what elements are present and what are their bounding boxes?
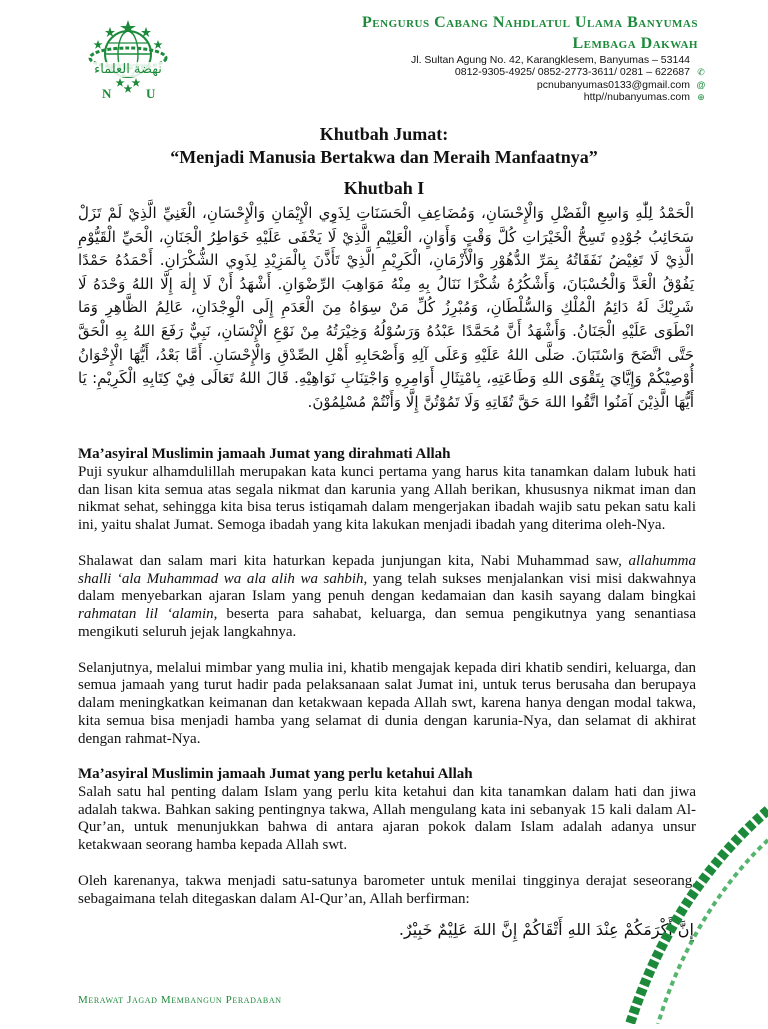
section-2-paragraph-1: Salah satu hal penting dalam Islam yang perlu kita ketahui dan kita tanamkan dalam hati dan jiwa adalah takwa. Bahkan saking pentingnya takwa, Allah mengulang kata ini sebanyak 15 kali dalam Al-Qur’an, untuk menunjukkan bahwa di antara ajaran pokok dalam Islam adalah adanya unsur ketakwaan seorang hamba kepada Allah swt. <box>78 783 696 854</box>
organization-header <box>258 14 698 53</box>
org-name: Pengurus Cabang Nahdlatul Ulama Banyumas <box>362 14 698 31</box>
sermon-title: “Menjadi Manusia Bertakwa dan Meraih Manfaatnya” <box>170 147 598 167</box>
para2-italic-b: allahumma shalli ‘ala Muhammad wa ala alih wa sahbih, <box>78 552 696 587</box>
section-1-paragraph-3: Selanjutnya, melalui mimbar yang mulia ini, khatib mengajak kepada diri khatib sendiri, keluarga, dan semua jamaah yang turut hadir pada pelaksanaan salat Jumat ini, untuk terus berusaha dan berupaya dalam meningkatkan keimanan dan ketakwaan kepada Allah swt, karena hanya dengan modal takwa, kita semua bisa menjadi hamba yang selamat di dunia dengan karunia-Nya, dan selamat di akhirat dengan rahmat-Nya. <box>78 659 696 747</box>
website-link[interactable]: http//nubanyumas.com <box>583 91 690 104</box>
sermon-label: Khutbah Jumat: <box>319 124 449 144</box>
email-link[interactable]: pcnubanyumas0133@gmail.com <box>536 78 690 91</box>
footer-motto: Merawat Jagad Membangun Peradaban <box>78 994 282 1006</box>
globe-icon: ⊕ <box>697 92 705 103</box>
para2-text-a: Shalawat dan salam mari kita haturkan kepada junjungan kita, Nabi Muhammad saw, <box>78 552 629 569</box>
address-text: Jl. Sultan Agung No. 42, Karangklesem, Banyumas – 53144 <box>410 54 690 66</box>
section-1-heading: Ma’asyiral Muslimin jamaah Jumat yang dirahmati Allah <box>78 446 451 462</box>
logo-letter-n: N <box>102 86 112 101</box>
address-line <box>411 54 706 66</box>
section-2-paragraph-2: Oleh karenanya, takwa menjadi satu-satunya barometer untuk menilai tingginya derajat seseorang, sebagaimana telah ditegaskan dalam Al-Qur’an, Allah berfirman: <box>78 872 696 907</box>
section-1 <box>78 446 696 749</box>
email-line <box>411 79 706 91</box>
contact-block <box>411 54 706 104</box>
email-icon: @ <box>696 79 706 90</box>
sermon-part: Khutbah I <box>343 178 425 198</box>
para2-text-e: , beserta para sahabat, keluarga, dan semua pengikutnya yang senantiasa mengikuti seluruh jejak langkahnya. <box>78 606 696 640</box>
phone-icon: ✆ <box>697 67 705 78</box>
quran-verse: إِنَّ أَكْرَمَكُمْ عِنْدَ اللهِ أَتْقَاكُمْ إِنَّ اللهَ عَلِيْمٌ خَبِيْرٌ. <box>398 920 694 939</box>
org-division: Lembaga Dakwah <box>572 35 698 52</box>
section-1-paragraph-1: Puji syukur alhamdulillah merupakan kata kunci pertama yang harus kita tanamkan dalam lubuk hati dan lisan kita semua atas segala nikmat dan karunia yang Allah berikan, khususnya nikmat iman dan nikmat sehat, sehingga kita bisa terus istiqamah dalam mengerjakan ibadah wajib satu pekan satu kali ini, yaitu shalat Jumat. Semoga ibadah yang kita lakukan menjadi ibadah yang diterima oleh-Nya. <box>78 463 696 534</box>
website-line <box>411 91 706 103</box>
logo-letter-u: U <box>146 86 156 101</box>
phone-text: 0812-9305-4925/ 0852-2773-3611/ 0281 – 622687 <box>454 66 690 79</box>
section-2-heading: Ma’asyiral Muslimin jamaah Jumat yang perlu ketahui Allah <box>78 766 473 782</box>
phone-line <box>411 66 706 78</box>
logo-arabic-text: نهضة العلماء <box>66 62 190 77</box>
section-1-paragraph-2 <box>78 553 696 642</box>
para2-italic-d: rahmatan lil ‘alamin <box>78 606 214 623</box>
sermon-title-block <box>0 124 768 199</box>
decorative-rope <box>570 800 768 1024</box>
arabic-opening-text: الْحَمْدُ لِلّٰهِ وَاسِعِ الْفَضْلِ وَالْإِحْسَانِ، وَمُضَاعِفِ الْحَسَنَاتِ لِذَوِي الْإِيْمَانِ وَالْإِحْسَانِ، الْغَنِيِّ الَّذِيْ لَمْ تَزَلْ سَحَائِبُ جُوْدِهِ تَسِحُّ الْخَيْرَاتِ كُلَّ وَقْتٍ وَأَوَانٍ، الْعَلِيْمِ الَّذِيْ لَا يَخْفَى عَلَيْهِ خَوَاطِرُ الْجَنَانِ، الْحَيِّ الْقَيُّوْمِ الَّذِيْ لَا تَغِيْضُ نَفَقَاتُهُ بِمَرِّ الدُّهُوْرِ وَالْأَزْمَانِ، الْكَرِيْمِ الَّذِيْ تَأَذَّنَ بِالْمَزِيْدِ لِذَوِي الشُّكْرَانِ. أَحْمَدُهُ حَمْدًا يَفُوْقُ الْعَدَّ وَالْحُسْبَانَ، وَأَشْكُرُهُ شُكْرًا نَنَالُ بِهِ مِنْهُ مَوَاهِبَ الرِّضْوَانِ. أَشْهَدُ أَنْ لَا إِلٰهَ إِلَّا اللهُ وَحْدَهُ لَا شَرِيْكَ لَهُ دَائِمُ الْمُلْكِ وَالسُّلْطَانِ، وَمُبْرِزُ كُلِّ مَنْ سِوَاهُ مِنَ الْعَدَمِ إِلَى الْوِجْدَانِ، عَالِمُ الظَّاهِرِ وَمَا انْطَوَى عَلَيْهِ الْجَنَانُ. وَأَشْهَدُ أَنَّ مُحَمَّدًا عَبْدُهُ وَرَسُوْلُهُ وَخِيْرَتُهُ مِنْ نَوْعِ الْإِنْسَانِ، نَبِيٌّ رَفَعَ اللهُ بِهِ الْحَقَّ حَتَّى اتَّضَحَ وَاسْتَبَانَ. صَلَّى اللهُ عَلَيْهِ وَعَلَى آلِهِ وَأَصْحَابِهِ أَهْلِ الصِّدْقِ وَالْإِحْسَانِ. أَمَّا بَعْدُ، أَيُّهَا الْإِخْوَانُ أُوْصِيْكُمْ وَإِيَّايَ بِتَقْوَى اللهِ وَطَاعَتِهِ، بِامْتِثَالِ أَوَامِرِهِ وَاجْتِنَابِ نَوَاهِيْهِ. قَالَ اللهُ تَعَالَى فِيْ كِتَابِهِ الْكَرِيْمِ: يَا أَيُّهَا الَّذِيْنَ آمَنُوا اتَّقُوا اللهَ حَقَّ تُقَاتِهِ وَلَا تَمُوْتُنَّ إِلَّا وَأَنْتُمْ مُسْلِمُوْنَ. <box>78 204 694 411</box>
para2-text-c: yang telah sukses menjalankan visi misi dakwahnya dalam menyebarkan ajaran Islam yang penuh dengan kedamaian dan kasih sayang dalam bingkai <box>78 570 696 605</box>
nu-logo <box>62 18 194 104</box>
